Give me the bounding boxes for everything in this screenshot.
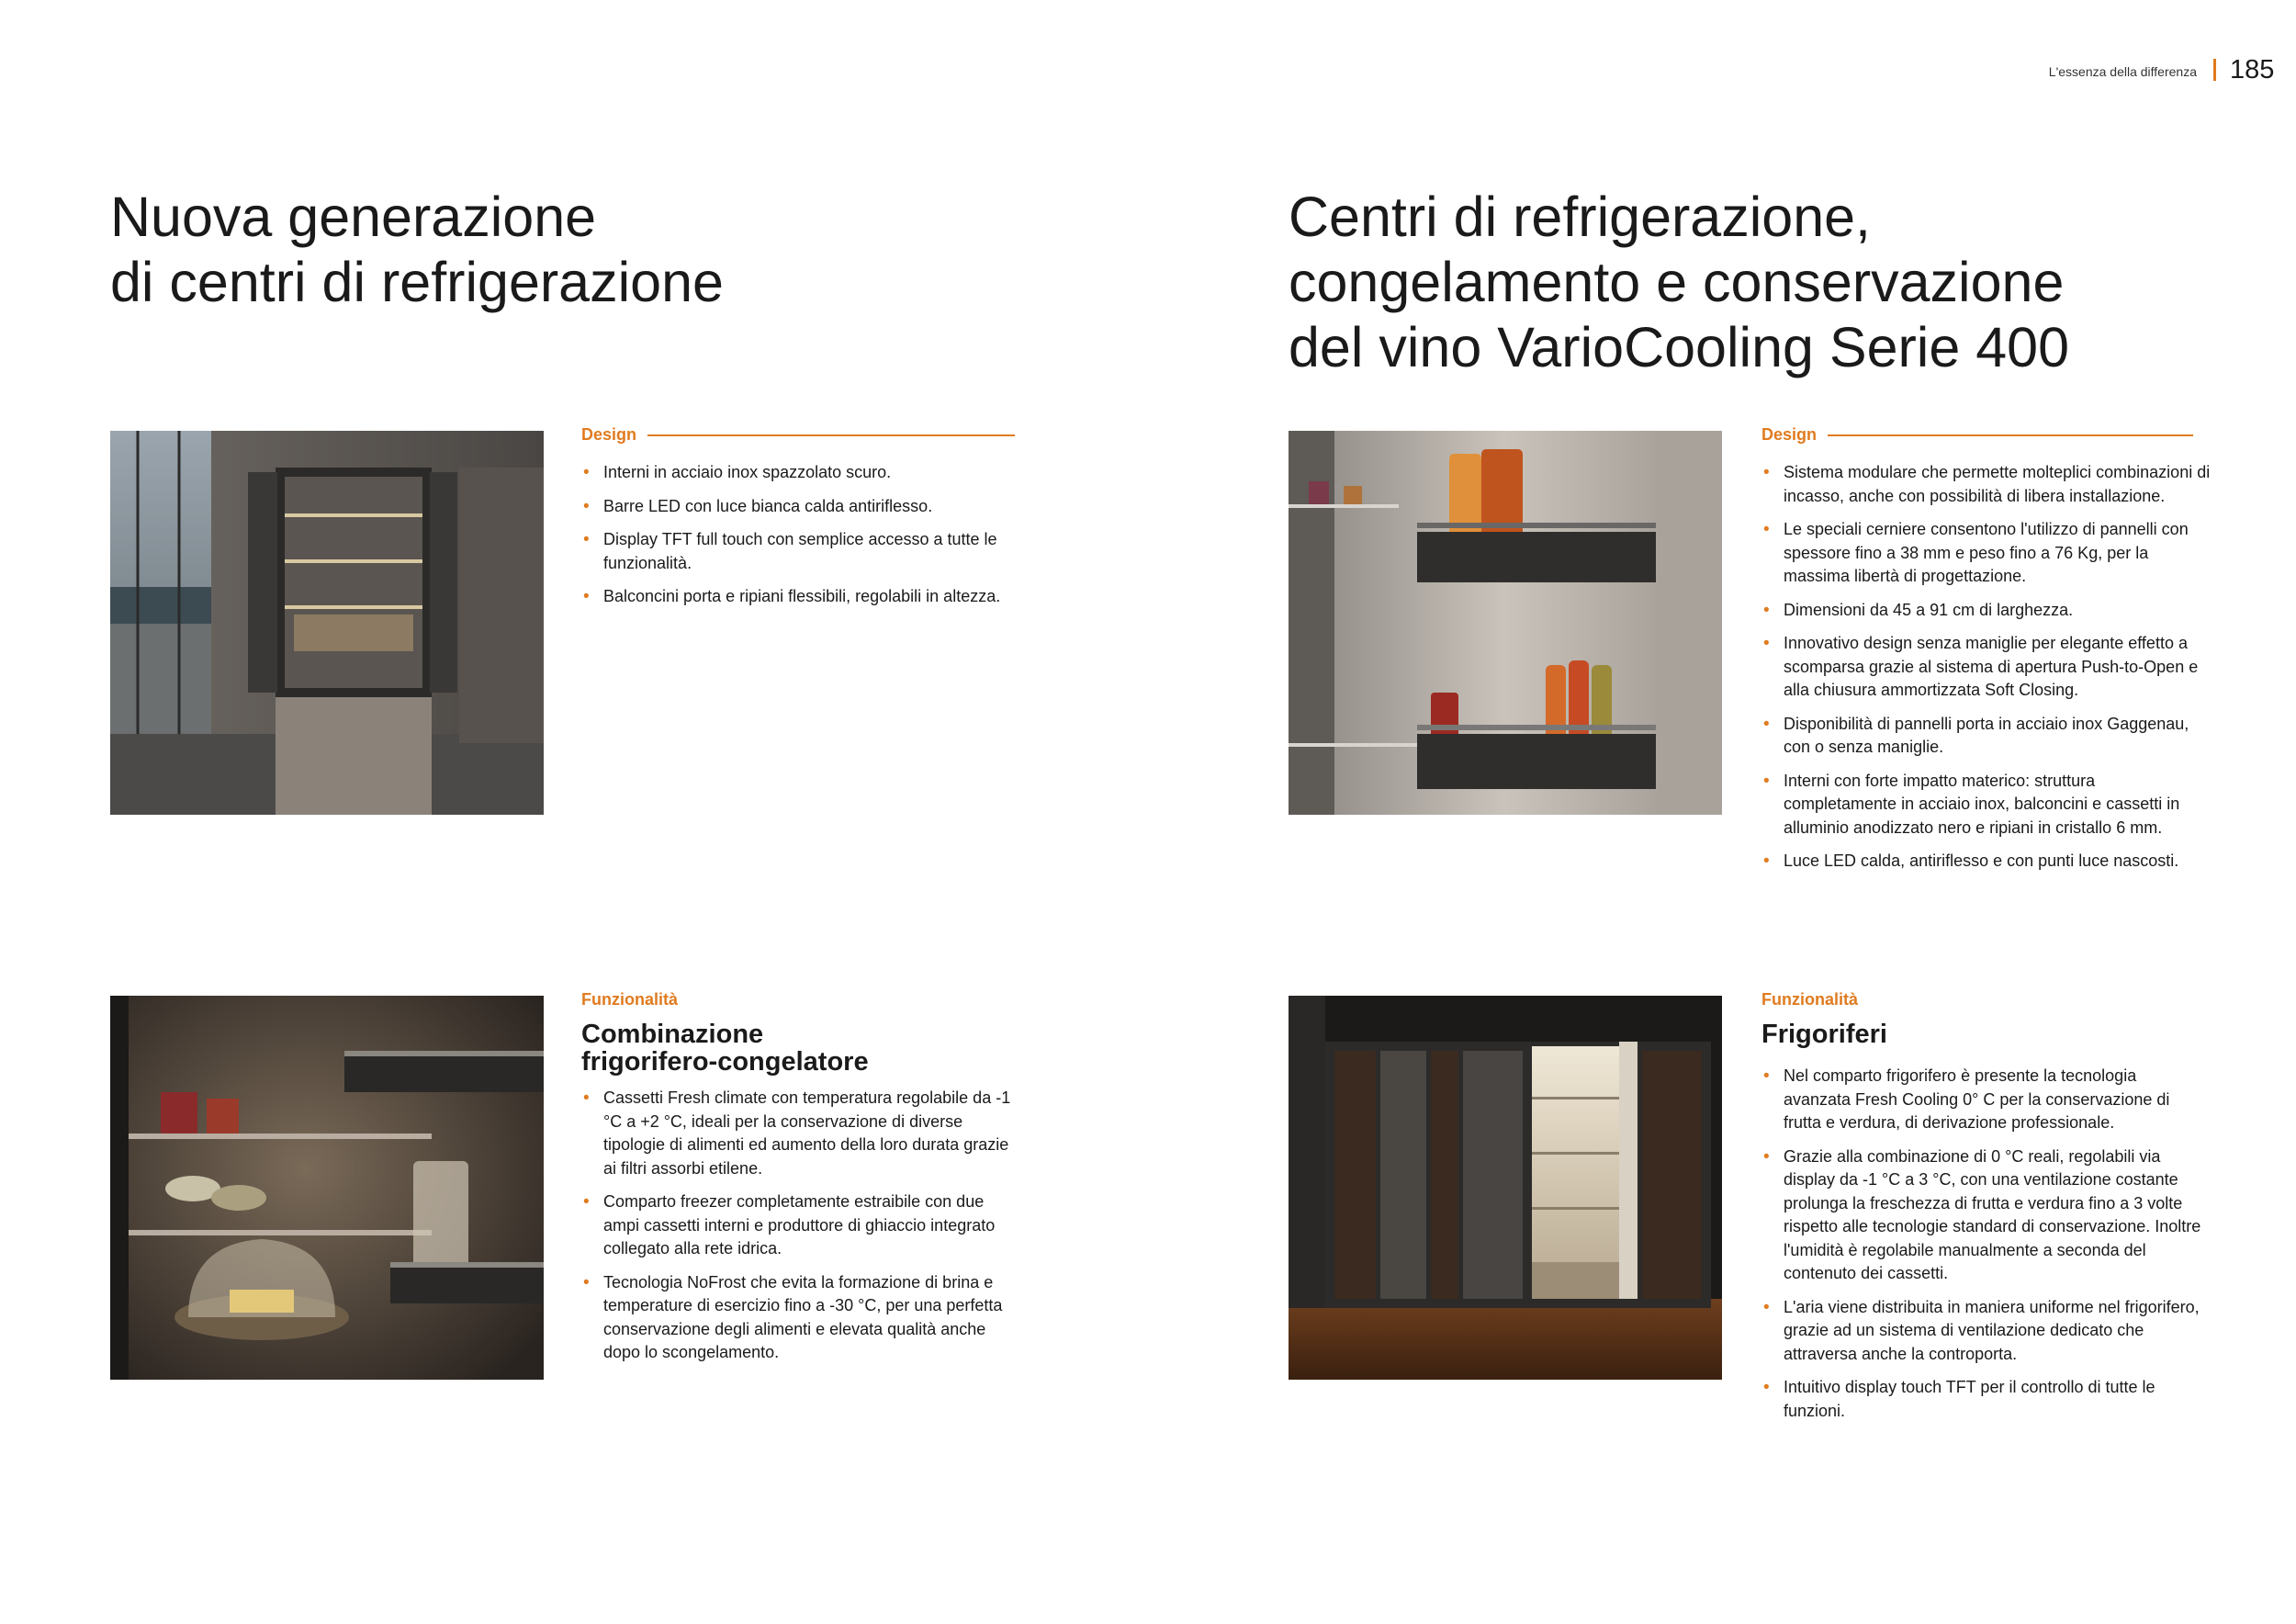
- section-heading: [581, 425, 1015, 445]
- function-feature-list: [581, 1087, 1015, 1365]
- section-label: Design: [581, 425, 637, 444]
- title-line: Centri di refrigerazione,: [1289, 186, 1872, 248]
- list-item: • Grazie alla combinazione di 0 °C reali, regolabili via display da -1 °C a 3 °C, con una ventilazione costante prolunga la freschezza di frutta e verdura fino a 3 volte rispetto alle tecnologie standard di conservazione. Inoltre l'umidità è regolabile manualmente a seconda del contenuto dei cassetti.: [1761, 1145, 2202, 1286]
- left-page-title: [110, 185, 724, 315]
- section-label: Funzionalità: [1761, 990, 1858, 1009]
- function-feature-list: [1761, 1065, 2202, 1423]
- list-item: • Innovativo design senza maniglie per elegante effetto a scomparsa grazie al sistema di apertura Push-to-Open e alla chiusura ammortizzata Soft Closing.: [1761, 632, 2212, 703]
- title-line: congelamento e conservazione: [1289, 251, 2065, 313]
- list-item: • Intuitivo display touch TFT per il controllo di tutte le funzioni.: [1761, 1376, 2202, 1423]
- list-item: • Interni in acciaio inox spazzolato scuro.: [581, 461, 1015, 485]
- list-item: • Disponibilità di pannelli porta in acciaio inox Gaggenau, con o senza maniglie.: [1761, 713, 2212, 760]
- title-line: Nuova generazione: [110, 186, 597, 248]
- function-subtitle: [581, 1021, 1015, 1076]
- kitchen-fridge-photo: [110, 431, 544, 815]
- list-item: • Luce LED calda, antiriflesso e con punti luce nascosti.: [1761, 850, 2212, 874]
- design-feature-list: [581, 461, 1015, 609]
- list-item: • Dimensioni da 45 a 91 cm di larghezza.: [1761, 599, 2212, 623]
- header-divider: [2213, 59, 2216, 81]
- list-item: • L'aria viene distribuita in maniera uniforme nel frigorifero, grazie ad un sistema di ventilazione dedicato che attraversa anche la controporta.: [1761, 1296, 2202, 1367]
- section-label: Funzionalità: [581, 990, 678, 1009]
- list-item: • Cassetti Fresh climate con temperatura regolabile da -1 °C a +2 °C, ideali per la conservazione di diverse tipologie di alimenti ed aumento della loro durata grazie ai filtri assorbi etilene.: [581, 1087, 1015, 1180]
- list-item: • Sistema modulare che permette molteplici combinazioni di incasso, anche con possibilità di libera installazione.: [1761, 461, 2212, 508]
- list-item: • Barre LED con luce bianca calda antiriflesso.: [581, 495, 1015, 519]
- subtitle-line: Combinazione: [581, 1020, 764, 1049]
- subtitle-line: frigorifero-congelatore: [581, 1047, 869, 1077]
- title-line: di centri di refrigerazione: [110, 251, 724, 313]
- running-header: L'essenza della differenza: [2048, 64, 2197, 79]
- interior-shelves-photo: [110, 996, 544, 1380]
- list-item: • Interni con forte impatto materico: struttura completamente in acciaio inox, balconcini e cassetti in alluminio anodizzato nero e ripiani in cristallo 6 mm.: [1761, 770, 2212, 840]
- section-rule: [647, 434, 1015, 436]
- section-heading: [1761, 990, 2202, 1009]
- section-rule: [1828, 434, 2193, 436]
- subtitle-line: Frigoriferi: [1761, 1020, 1887, 1049]
- wine-cooler-fridge-photo: [1289, 996, 1722, 1380]
- section-heading: [1761, 425, 2193, 445]
- design-feature-list: [1761, 461, 2212, 874]
- list-item: • Nel comparto frigorifero è presente la tecnologia avanzata Fresh Cooling 0° C per la conservazione di frutta e verdura, di derivazione professionale.: [1761, 1065, 2202, 1135]
- function-subtitle: [1761, 1021, 2202, 1048]
- right-page-title: [1289, 185, 2069, 380]
- list-item: • Comparto freezer completamente estraibile con due ampi cassetti interni e produttore di ghiaccio integrato collegato alla rete idrica.: [581, 1190, 1015, 1261]
- left-design-block: [581, 425, 1015, 619]
- list-item: • Tecnologia NoFrost che evita la formazione di brina e temperature di esercizio fino a -30 °C, per una perfetta conservazione degli alimenti e elevata qualità anche dopo lo scongelamento.: [581, 1271, 1015, 1365]
- list-item: • Le speciali cerniere consentono l'utilizzo di pannelli con spessore fino a 38 mm e peso fino a 76 Kg, per la massima libertà di progettazione.: [1761, 518, 2212, 589]
- section-heading: [581, 990, 1015, 1009]
- door-shelves-photo: [1289, 431, 1722, 815]
- list-item: • Display TFT full touch con semplice accesso a tutte le funzionalità.: [581, 528, 1015, 575]
- list-item: • Balconcini porta e ripiani flessibili, regolabili in altezza.: [581, 585, 1015, 609]
- left-function-block: [581, 990, 1015, 1375]
- right-function-block: [1761, 990, 2202, 1433]
- title-line: del vino VarioCooling Serie 400: [1289, 316, 2070, 378]
- section-label: Design: [1761, 425, 1818, 444]
- right-design-block: [1761, 425, 2212, 884]
- page-number: 185: [2230, 55, 2275, 85]
